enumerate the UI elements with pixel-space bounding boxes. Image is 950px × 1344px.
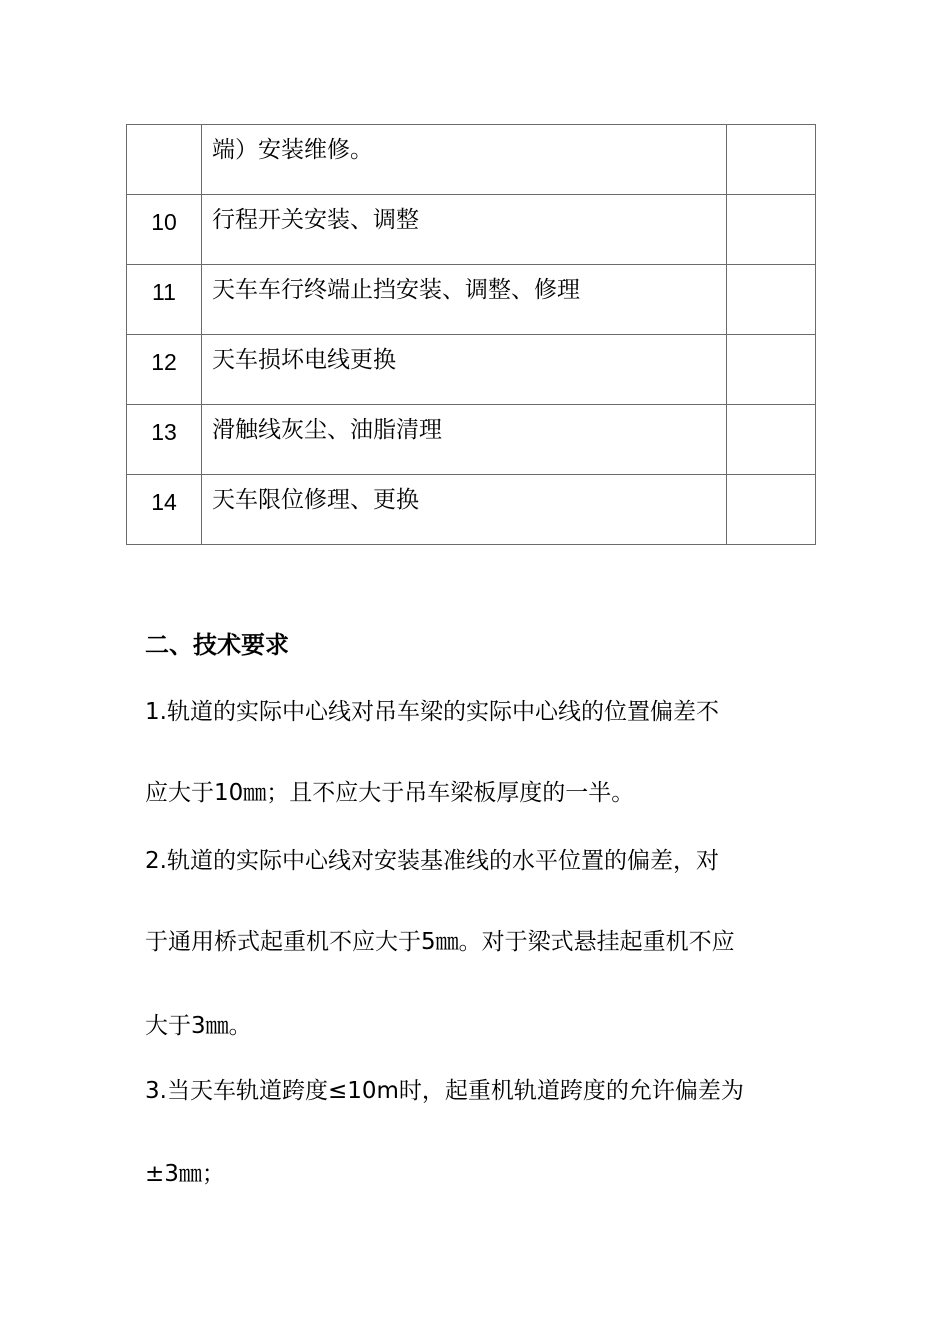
row-text-cell xyxy=(202,195,727,265)
row-number-cell xyxy=(127,125,202,195)
table-row xyxy=(127,335,816,405)
row-number: 11 xyxy=(152,279,176,305)
row-number: 13 xyxy=(151,419,177,445)
paragraph-line: 大于3㎜。 xyxy=(145,1013,252,1039)
table-row xyxy=(127,195,816,265)
row-extra-cell xyxy=(727,125,816,195)
row-text: 天车损坏电线更换 xyxy=(212,347,396,373)
row-text-cell xyxy=(202,475,727,545)
section-heading: 二、技术要求 xyxy=(145,631,289,659)
row-text: 端）安装维修。 xyxy=(212,137,373,163)
row-text-cell xyxy=(202,335,727,405)
row-number: 10 xyxy=(151,209,177,235)
table-row xyxy=(127,405,816,475)
table-row xyxy=(127,475,816,545)
row-text: 天车车行终端止挡安装、调整、修理 xyxy=(212,277,580,303)
row-text-cell xyxy=(202,125,727,195)
row-number xyxy=(127,125,201,141)
row-text-cell xyxy=(202,405,727,475)
row-text: 滑触线灰尘、油脂清理 xyxy=(212,417,442,443)
row-text: 天车限位修理、更换 xyxy=(212,487,419,513)
row-extra-cell xyxy=(727,405,816,475)
row-extra-cell xyxy=(727,335,816,405)
row-number-cell xyxy=(127,405,202,475)
row-text-cell xyxy=(202,265,727,335)
paragraph-line: 应大于10㎜；且不应大于吊车梁板厚度的一半。 xyxy=(145,780,635,806)
row-number-cell xyxy=(127,335,202,405)
row-number: 14 xyxy=(151,489,177,515)
maintenance-items-table xyxy=(126,124,816,545)
row-extra-cell xyxy=(727,475,816,545)
row-extra-cell xyxy=(727,195,816,265)
paragraph-line: 于通用桥式起重机不应大于5㎜。对于梁式悬挂起重机不应 xyxy=(145,929,735,955)
paragraph-line: ±3㎜； xyxy=(145,1161,225,1187)
table-row xyxy=(127,125,816,195)
row-number: 12 xyxy=(151,349,177,375)
row-number-cell xyxy=(127,195,202,265)
table-row xyxy=(127,265,816,335)
paragraph-line: 1.轨道的实际中心线对吊车梁的实际中心线的位置偏差不 xyxy=(145,699,719,725)
row-text: 行程开关安装、调整 xyxy=(212,207,419,233)
paragraph-line: 2.轨道的实际中心线对安装基准线的水平位置的偏差，对 xyxy=(145,848,719,874)
paragraph-line: 3.当天车轨道跨度≤10m时，起重机轨道跨度的允许偏差为 xyxy=(145,1078,744,1104)
row-number-cell xyxy=(127,265,202,335)
row-number-cell xyxy=(127,475,202,545)
row-extra-cell xyxy=(727,265,816,335)
